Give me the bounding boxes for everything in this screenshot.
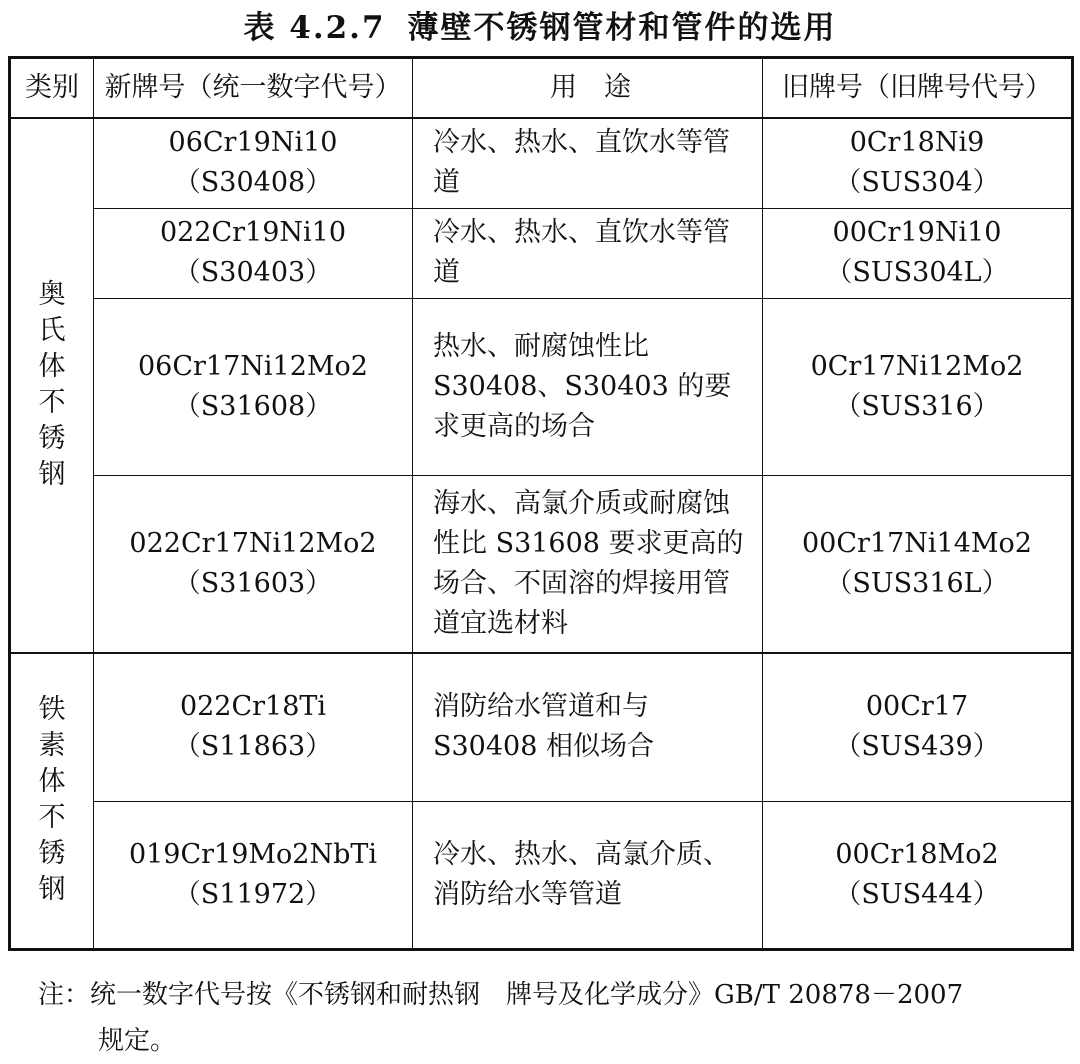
header-row bbox=[10, 58, 1073, 119]
old-grade-cell bbox=[763, 298, 1073, 475]
table-row bbox=[10, 118, 1073, 208]
old-grade: 00Cr19Ni10 bbox=[832, 217, 1002, 248]
category-label: 铁素体不锈钢 bbox=[38, 693, 66, 905]
usage-cell: 冷水、热水、高氯介质、消防给水等管道 bbox=[413, 801, 763, 949]
usage-cell: 消防给水管道和与S30408 相似场合 bbox=[413, 653, 763, 801]
category-cell bbox=[10, 118, 94, 653]
old-code: （SUS304） bbox=[834, 167, 1000, 199]
usage-cell: 热水、耐腐蚀性比S30408、S30403 的要求更高的场合 bbox=[413, 298, 763, 475]
table-row bbox=[10, 801, 1073, 949]
table-row bbox=[10, 475, 1073, 653]
new-grade-cell bbox=[94, 208, 413, 298]
category-label: 奥氏体不锈钢 bbox=[38, 278, 66, 490]
new-code: （S31603） bbox=[173, 567, 333, 599]
old-grade-cell bbox=[763, 118, 1073, 208]
header-old-grade: 旧牌号（旧牌号代号） bbox=[763, 58, 1073, 119]
new-grade-cell bbox=[94, 801, 413, 949]
old-code: （SUS316L） bbox=[825, 567, 1009, 599]
usage-cell: 海水、高氯介质或耐腐蚀性比 S31608 要求更高的场合、不固溶的焊接用管道宜选材料 bbox=[413, 475, 763, 653]
table-title-text: 薄壁不锈钢管材和管件的选用 bbox=[407, 10, 837, 46]
category-cell bbox=[10, 653, 94, 949]
new-code: （S30403） bbox=[173, 257, 333, 288]
note-line-2: 规定。 bbox=[98, 1026, 177, 1056]
note-line-1: 注：统一数字代号按《不锈钢和耐热钢 牌号及化学成分》GB/T 20878－2007 bbox=[38, 980, 964, 1010]
table-number: 表 4.2.7 bbox=[243, 10, 386, 46]
new-grade-cell bbox=[94, 653, 413, 801]
new-grade-cell bbox=[94, 298, 413, 475]
old-code: （SUS316） bbox=[834, 390, 1000, 422]
new-grade-cell bbox=[94, 118, 413, 208]
new-grade: 022Cr18Ti bbox=[179, 691, 327, 723]
header-new-grade: 新牌号（统一数字代号） bbox=[94, 58, 413, 119]
old-grade: 00Cr17Ni14Mo2 bbox=[802, 527, 1032, 559]
old-grade-cell bbox=[763, 801, 1073, 949]
table-note bbox=[38, 972, 1068, 1064]
old-grade-cell bbox=[763, 653, 1073, 801]
header-category: 类别 bbox=[10, 58, 94, 119]
old-code: （SUS439） bbox=[834, 731, 1000, 763]
old-code: （SUS444） bbox=[834, 878, 1000, 910]
new-code: （S11863） bbox=[173, 731, 333, 763]
new-grade: 022Cr17Ni12Mo2 bbox=[129, 527, 377, 559]
old-grade-cell bbox=[763, 475, 1073, 653]
header-usage bbox=[413, 58, 763, 119]
old-grade: 0Cr17Ni12Mo2 bbox=[810, 350, 1024, 382]
new-code: （S31608） bbox=[173, 390, 333, 422]
usage-cell: 冷水、热水、直饮水等管道 bbox=[413, 118, 763, 208]
old-grade: 00Cr17 bbox=[865, 691, 969, 723]
old-grade: 0Cr18Ni9 bbox=[849, 127, 985, 159]
new-code: （S11972） bbox=[173, 878, 333, 910]
steel-selection-table bbox=[8, 56, 1074, 951]
table-row bbox=[10, 208, 1073, 298]
old-grade: 00Cr18Mo2 bbox=[835, 838, 999, 870]
header-usage-label: 用 途 bbox=[550, 72, 631, 103]
new-grade-cell bbox=[94, 475, 413, 653]
new-code: （S30408） bbox=[173, 167, 333, 199]
table-title bbox=[0, 2, 1080, 47]
usage-cell: 冷水、热水、直饮水等管道 bbox=[413, 208, 763, 298]
table-row bbox=[10, 298, 1073, 475]
old-grade-cell bbox=[763, 208, 1073, 298]
old-code: （SUS304L） bbox=[825, 257, 1009, 288]
new-grade: 022Cr19Ni10 bbox=[159, 217, 347, 248]
new-grade: 06Cr19Ni10 bbox=[168, 127, 338, 159]
table-row bbox=[10, 653, 1073, 801]
new-grade: 019Cr19Mo2NbTi bbox=[128, 838, 378, 870]
new-grade: 06Cr17Ni12Mo2 bbox=[138, 350, 368, 382]
